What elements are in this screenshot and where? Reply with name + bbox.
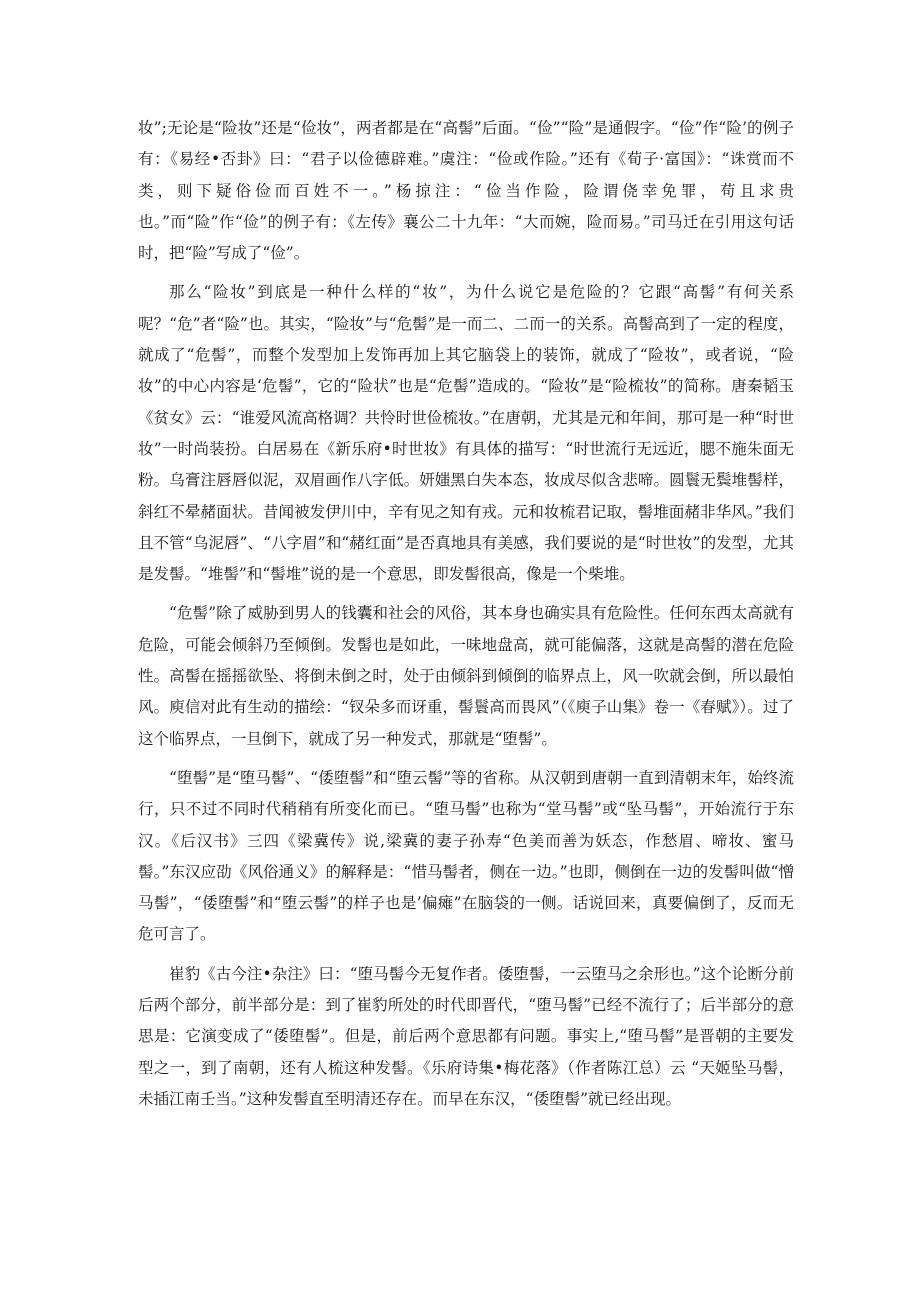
paragraph-4: “堕髻”是“堕马髻”、“倭堕髻”和“堕云髻”等的省称。从汉朝到唐朝一直到清朝末年，始终流行，只不过不同时代稍稍有所变化而已。“堕马髻”也称为“堂马髻”或“坠马髻”，开始流行于东汉。《后汉书》三四《梁冀传》说,梁冀的妻子孙寿“色美而善为妖态，作愁眉、啼妆、蜜马髻。”东汉应劭《风俗通义》的解释是：“惜马髻者，侧在一边。”也即，侧倒在一边的发髻叫做“憎马髻”，“倭堕髻”和“堕云髻”的样子也是’偏瘫”在脑袋的一侧。话说回来，真要偏倒了，反而无危可言了。	[138, 768, 794, 944]
paragraph-1: 妆”;无论是“险妆”还是“俭妆”，两者都是在“高髻”后面。“俭”“险”是通假字。“俭”作“险’的例子有：《易经•否卦》曰：“君子以俭德辟难。”虞注：“俭或作险。”还有《荀子·富国》：“诛赏而不类，则下疑俗俭而百姓不一。”杨掠注：“俭当作险，险谓侥幸免罪，苟且求贵也。”而“险”作“俭”的例子有：《左传》襄公二十九年：“大而婉，险而易。”司马迁在引用这句话时，把“险”写成了“俭”。	[138, 119, 794, 263]
paragraph-2: 那么“险妆”到底是一种什么样的“妆”，为什么说它是危险的？它跟“高髻”有何关系呢？“危”者“险”也。其实，“险妆”与“危髻”是一而二、二而一的关系。高髻高到了一定的程度，就成了“危髻”，而整个发型加上发饰再加上其它脑袋上的装饰，就成了“险妆”，或者说，“险妆”的中心内容是‘危髻”，它的“险状”也是“危髻”造成的。“险妆”是“险梳妆”的简称。唐秦韬玉《贫女》云：“谁爱风流高格调？共怜时世俭梳妆。”在唐朝，尤其是元和年间，那可是一种“时世妆”一时尚装扮。白居易在《新乐府•时世妆》有具体的描写：“时世流行无远近，腮不施朱面无粉。乌膏注唇唇似泥，双眉画作八字低。妍媸黑白失本态，妆成尽似含悲啼。圆鬟无鬓堆髻样，斜红不晕赭面状。昔闻被发伊川中，辛有见之知有戎。元和妆梳君记取，髻堆面赭非华风。”我们且不管“乌泥唇”、“八字眉”和“赭红面”是否真地具有美感，我们要说的是“时世妆”的发型，尤其是发髻。“堆髻”和“髻堆”说的是一个意思，即发髻很高，像是一个柴堆。	[138, 283, 794, 584]
paragraph-3: “危髻”除了威胁到男人的钱囊和社会的风俗，其本身也确实具有危险性。任何东西太高就有危险，可能会倾斜乃至倾倒。发髻也是如此，一味地盘高，就可能偏落，这就是高髻的潜在危险性。高髻在摇摇欲坠、将倒未倒之时，处于由倾斜到倾倒的临界点上，风一吹就会倒，所以最怕风。庾信对此有生动的描绘：“钗朵多而讶重，髻鬟高而畏风”（《庾子山集》卷一《春赋》）。过了这个临界点，一旦倒下，就成了另一种发式，那就是“堕髻”。	[138, 604, 794, 748]
document-page	[138, 113, 794, 1123]
paragraph-5: 崔豹《古今注•杂注》曰：“堕马髻今无复作者。倭堕髻，一云堕马之余形也。”这个论断分前后两个部分，前半部分是：到了崔豹所处的时代即晋代，“堕马髻”已经不流行了；后半部分的意思是：它演变成了“倭堕髻”。但是，前后两个意思都有问题。事实上,“堕马髻”是晋朝的主要发型之一，到了南朝，还有人梳这种发髻。《乐府诗集•梅花落》（作者陈江总）云 “天姬坠马髻，未插江南壬当。”这种发髻直至明清还存在。而早在东汉，“倭堕髻”就已经出现。	[138, 964, 794, 1108]
